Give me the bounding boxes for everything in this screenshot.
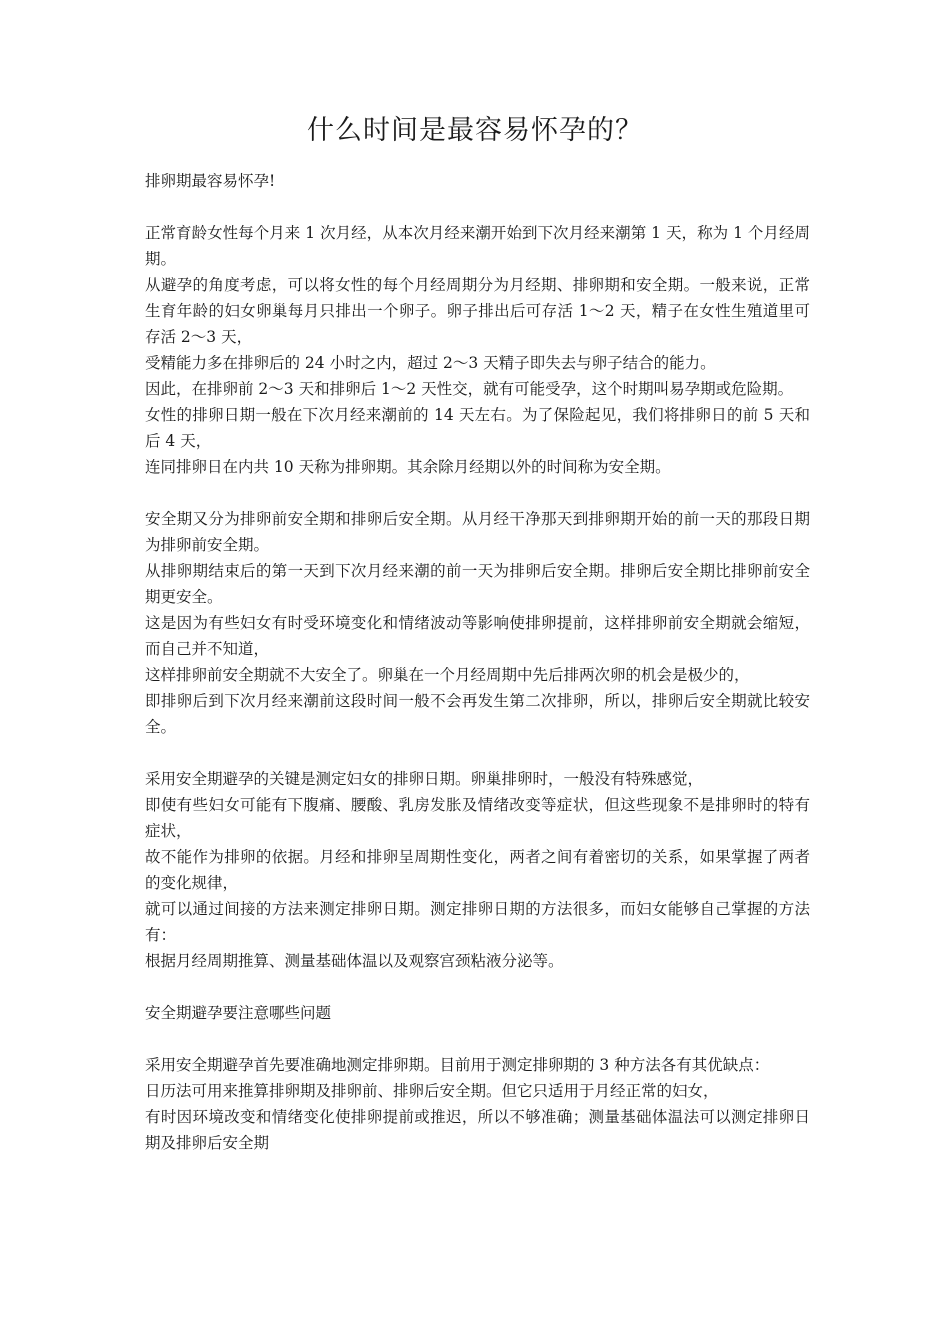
body-line: 受精能力多在排卵后的 24 小时之内，超过 2～3 天精子即失去与卵子结合的能力。 bbox=[145, 354, 716, 372]
blank-line bbox=[145, 480, 810, 506]
body-line: 故不能作为排卵的依据。月经和排卵呈周期性变化，两者之间有着密切的关系，如果掌握了两者的变化规律， bbox=[145, 848, 810, 892]
body-line: 排卵期最容易怀孕! bbox=[145, 172, 276, 190]
body-line: 从避孕的角度考虑，可以将女性的每个月经周期分为月经期、排卵期和安全期。一般来说，正常生育年龄的妇女卵巢每月只排出一个卵子。卵子排出后可存活 1～2 天，精子在女性生殖道里可存活 2～3 天， bbox=[145, 276, 810, 346]
body-line: 日历法可用来推算排卵期及排卵前、排卵后安全期。但它只适用于月经正常的妇女， bbox=[145, 1082, 719, 1100]
body-line: 这样排卵前安全期就不大安全了。卵巢在一个月经周期中先后排两次卵的机会是极少的， bbox=[145, 666, 750, 684]
blank-line bbox=[145, 740, 810, 766]
document-title: 什么时间是最容易怀孕的？ bbox=[307, 115, 643, 146]
body-line: 即使有些妇女可能有下腹痛、腰酸、乳房发胀及情绪改变等症状，但这些现象不是排卵时的特有症状， bbox=[145, 796, 810, 840]
body-line: 有时因环境改变和情绪变化使排卵提前或推迟，所以不够准确；测量基础体温法可以测定排卵日期及排卵后安全期 bbox=[145, 1108, 810, 1152]
document-body bbox=[145, 168, 810, 1156]
body-line: 安全期又分为排卵前安全期和排卵后安全期。从月经干净那天到排卵期开始的前一天的那段日期为排卵前安全期。 bbox=[145, 510, 810, 554]
section-heading: 安全期避孕要注意哪些问题 bbox=[145, 1004, 332, 1022]
body-line: 女性的排卵日期一般在下次月经来潮前的 14 天左右。为了保险起见，我们将排卵日的前 5 天和后 4 天， bbox=[145, 406, 810, 450]
body-line: 采用安全期避孕首先要准确地测定排卵期。目前用于测定排卵期的 3 种方法各有其优缺点： bbox=[145, 1056, 770, 1074]
blank-line bbox=[145, 194, 810, 220]
body-line: 正常育龄女性每个月来 1 次月经，从本次月经来潮开始到下次月经来潮第 1 天，称为 1 个月经周期。 bbox=[145, 224, 810, 268]
body-line: 从排卵期结束后的第一天到下次月经来潮的前一天为排卵后安全期。排卵后安全期比排卵前安全期更安全。 bbox=[145, 562, 810, 606]
body-line: 因此，在排卵前 2～3 天和排卵后 1～2 天性交，就有可能受孕，这个时期叫易孕期或危险期。 bbox=[145, 380, 794, 398]
body-line: 这是因为有些妇女有时受环境变化和情绪波动等影响使排卵提前，这样排卵前安全期就会缩短，而自己并不知道， bbox=[145, 614, 810, 658]
blank-line bbox=[145, 974, 810, 1000]
body-line: 就可以通过间接的方法来测定排卵日期。测定排卵日期的方法很多，而妇女能够自己掌握的方法有： bbox=[145, 900, 810, 944]
body-line: 即排卵后到下次月经来潮前这段时间一般不会再发生第二次排卵，所以，排卵后安全期就比较安全。 bbox=[145, 692, 810, 736]
body-line: 根据月经周期推算、测量基础体温以及观察宫颈粘液分泌等。 bbox=[145, 952, 564, 970]
body-line: 采用安全期避孕的关键是测定妇女的排卵日期。卵巢排卵时，一般没有特殊感觉， bbox=[145, 770, 704, 788]
blank-line bbox=[145, 1026, 810, 1052]
body-line: 连同排卵日在内共 10 天称为排卵期。其余除月经期以外的时间称为安全期。 bbox=[145, 458, 671, 476]
